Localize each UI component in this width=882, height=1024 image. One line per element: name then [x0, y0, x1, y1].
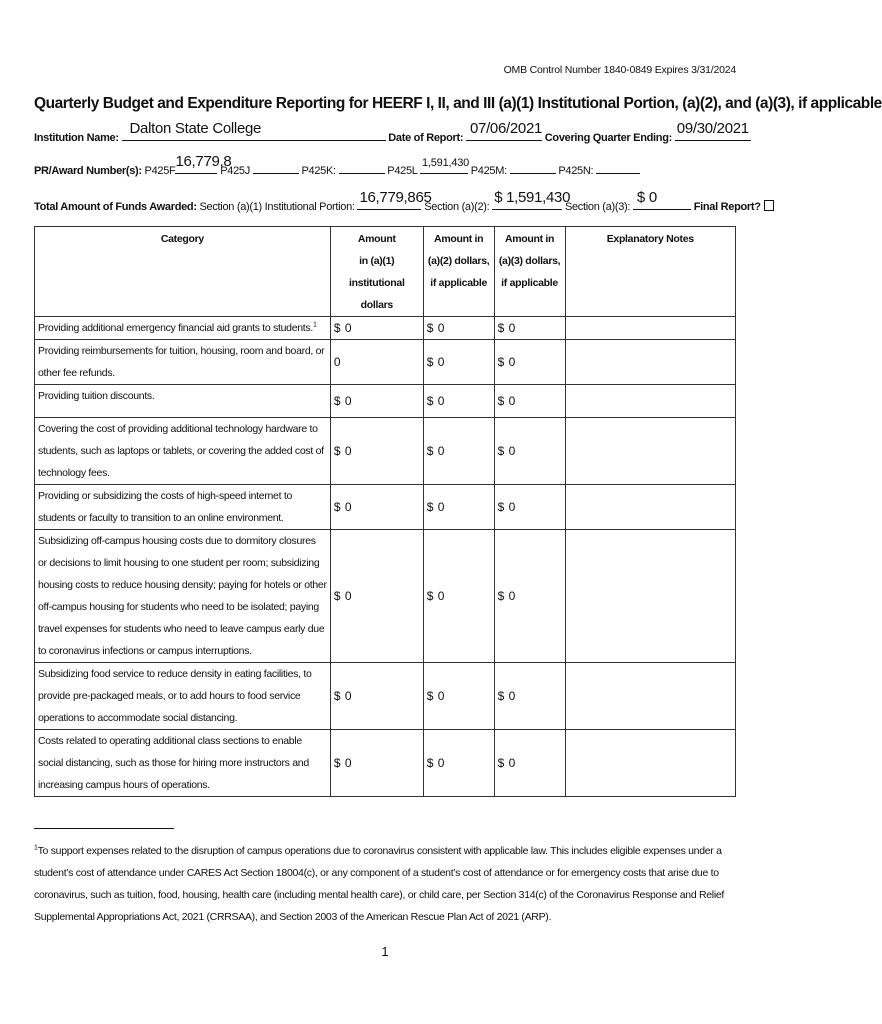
institution-name-label: Institution Name:: [34, 132, 119, 144]
category-cell: Covering the cost of providing additional technology hardware to students, such as laptops or tablets, or covering the added cost of technology fees.: [35, 418, 331, 485]
table-row: [35, 418, 736, 485]
award-row: [34, 153, 640, 177]
covering-quarter-label: Covering Quarter Ending:: [544, 132, 673, 144]
date-of-report-field[interactable]: [466, 120, 543, 141]
table-row: [35, 385, 736, 418]
table-row: [35, 317, 736, 340]
notes-cell[interactable]: [565, 485, 736, 530]
a3-amount-cell[interactable]: $ 0: [494, 530, 565, 663]
a2-amount-cell[interactable]: $ 0: [423, 663, 494, 730]
final-report-label: Final Report?: [693, 201, 761, 213]
section-a1-label: Section (a)(1) Institutional Portion:: [199, 201, 355, 213]
a2-amount-cell[interactable]: $ 0: [423, 418, 494, 485]
table-row: [35, 340, 736, 385]
section-a2-label: Section (a)(2):: [424, 201, 490, 213]
a1-amount-header: [330, 227, 423, 317]
notes-cell[interactable]: [565, 385, 736, 418]
a1-amount-cell[interactable]: $ 0: [330, 663, 423, 730]
notes-cell[interactable]: [565, 530, 736, 663]
date-of-report-label: Date of Report:: [388, 132, 464, 144]
notes-header: Explanatory Notes: [565, 227, 736, 317]
p425l-field[interactable]: [420, 157, 470, 174]
a3-amount-cell[interactable]: $ 0: [494, 385, 565, 418]
p425n-label: P425N:: [558, 165, 594, 177]
a2-amount-cell[interactable]: $ 0: [423, 485, 494, 530]
footnote-text: To support expenses related to the disruption of campus operations due to coronavirus consistent with applicable law. This includes eligible expenses under a student’s cost of attendance under CARES Act Section 18004(c), or any component of a student’s cost of attendance or for emergency costs that arise due to coronavirus, such as tuition, food, housing, health care (including mental health care), or child care, per Section 314(c) of the Coronavirus Response and Relief Supplemental Appropriations Act, 2021 (CRRSAA), and Section 2003 of the American Rescue Plan Act of 2021 (ARP).: [34, 845, 725, 923]
p425f-label: P425F: [144, 165, 176, 177]
notes-cell[interactable]: [565, 730, 736, 797]
notes-cell[interactable]: [565, 418, 736, 485]
institution-row: [34, 120, 751, 144]
a1-amount-cell[interactable]: $ 0: [330, 317, 423, 340]
p425k-label: P425K:: [301, 165, 336, 177]
a1-amount-cell[interactable]: 0: [330, 340, 423, 385]
a3-header-line: (a)(3) dollars,: [498, 255, 561, 267]
notes-cell[interactable]: [565, 340, 736, 385]
table-row: [35, 730, 736, 797]
covering-quarter-value: 09/30/2021: [676, 120, 749, 137]
a3-amount-cell[interactable]: $ 0: [494, 730, 565, 797]
p425l-value: 1,591,430: [421, 157, 470, 169]
a1-header-line: in (a)(1): [359, 255, 395, 267]
a1-amount-cell[interactable]: $ 0: [330, 418, 423, 485]
table-row: [35, 485, 736, 530]
category-cell: Providing reimbursements for tuition, housing, room and board, or other fee refunds.: [35, 340, 331, 385]
p425j-label: P425J: [220, 165, 250, 177]
category-cell: Costs related to operating additional class sections to enable social distancing, such as those for hiring more instructors and increasing campus hours of operations.: [35, 730, 331, 797]
section-a1-field[interactable]: [357, 189, 432, 210]
section-a2-value: $ 1,591,430: [494, 189, 571, 206]
a1-amount-cell[interactable]: $ 0: [330, 385, 423, 418]
a1-amount-cell[interactable]: $ 0: [330, 730, 423, 797]
a2-amount-cell[interactable]: $ 0: [423, 530, 494, 663]
institution-name-field[interactable]: [122, 120, 386, 141]
notes-cell[interactable]: [565, 663, 736, 730]
a1-header-line: institutional dollars: [348, 277, 405, 311]
category-cell: [35, 317, 331, 340]
a2-amount-cell[interactable]: $ 0: [423, 730, 494, 797]
final-report-checkbox[interactable]: [764, 200, 774, 211]
a2-header-line: (a)(2) dollars,: [427, 255, 490, 267]
a2-amount-header: [423, 227, 494, 317]
p425f-field[interactable]: [175, 153, 232, 174]
a3-header-line: Amount in: [504, 233, 555, 245]
a3-amount-cell[interactable]: $ 0: [494, 418, 565, 485]
total-funds-label: Total Amount of Funds Awarded:: [34, 201, 197, 213]
a2-amount-cell[interactable]: $ 0: [423, 385, 494, 418]
a3-amount-cell[interactable]: $ 0: [494, 485, 565, 530]
category-cell: Subsidizing off-campus housing costs due to dormitory closures or decisions to limit housing to one student per room; subsidizing housing costs to reduce housing density; paying for hotels or other off-campus housing for students who need to be isolated; paying travel expenses for students who need to leave campus early due to coronavirus infections or campus interruptions.: [35, 530, 331, 663]
a3-amount-cell[interactable]: $ 0: [494, 317, 565, 340]
table-header-row: [35, 227, 736, 317]
category-text: Providing additional emergency financial aid grants to students.: [38, 322, 313, 334]
p425l-label: P425L: [387, 165, 418, 177]
total-funds-row: [34, 189, 774, 213]
section-a3-label: Section (a)(3):: [564, 201, 631, 213]
section-a1-value: 16,779,865: [359, 189, 432, 206]
table-row: [35, 663, 736, 730]
category-header: Category: [35, 227, 331, 317]
footnote: [34, 840, 736, 928]
p425j-field[interactable]: [253, 163, 299, 174]
section-a2-field[interactable]: [492, 189, 571, 210]
page-number: 1: [381, 944, 389, 959]
section-a3-field[interactable]: [633, 189, 691, 210]
a1-amount-cell[interactable]: $ 0: [330, 485, 423, 530]
p425f-value: 16,779,8: [175, 153, 232, 170]
table-row: [35, 530, 736, 663]
footnote-divider: [34, 828, 174, 829]
a3-amount-cell[interactable]: $ 0: [494, 663, 565, 730]
a3-amount-header: [494, 227, 565, 317]
award-label: PR/Award Number(s):: [34, 165, 142, 177]
category-cell: Providing or subsidizing the costs of high-speed internet to students or faculty to transition to an online environment.: [35, 485, 331, 530]
notes-cell[interactable]: [565, 317, 736, 340]
footnote-ref: 1: [312, 321, 317, 329]
category-cell: Providing tuition discounts.: [35, 385, 331, 418]
a1-amount-cell[interactable]: $ 0: [330, 530, 423, 663]
form-title: Quarterly Budget and Expenditure Reporting for HEERF I, II, and III (a)(1) Institutional Portion, (a)(2), and (a)(3), if applicable: [34, 95, 882, 112]
category-cell: Subsidizing food service to reduce density in eating facilities, to provide pre-packaged meals, or to add hours to food service operations to accommodate social distancing.: [35, 663, 331, 730]
p425m-label: P425M:: [470, 165, 507, 177]
a2-header-line: if applicable: [430, 277, 488, 289]
a1-header-line: Amount: [357, 233, 396, 245]
a3-amount-cell[interactable]: $ 0: [494, 340, 565, 385]
section-a3-value: $ 0: [636, 189, 657, 206]
a3-header-line: if applicable: [501, 277, 558, 289]
omb-control-number: OMB Control Number 1840-0849 Expires 3/31/2024: [503, 64, 736, 76]
expenditure-table: [34, 226, 736, 797]
a2-amount-cell[interactable]: $ 0: [423, 317, 494, 340]
a2-header-line: Amount in: [434, 233, 484, 245]
p425m-field[interactable]: [510, 163, 556, 174]
covering-quarter-field[interactable]: [675, 120, 751, 141]
a2-amount-cell[interactable]: $ 0: [423, 340, 494, 385]
p425k-field[interactable]: [339, 163, 385, 174]
date-of-report-value: 07/06/2021: [469, 120, 543, 137]
institution-name-value: Dalton State College: [129, 120, 262, 137]
p425n-field[interactable]: [596, 163, 640, 174]
footnote-marker: 1: [34, 844, 38, 852]
